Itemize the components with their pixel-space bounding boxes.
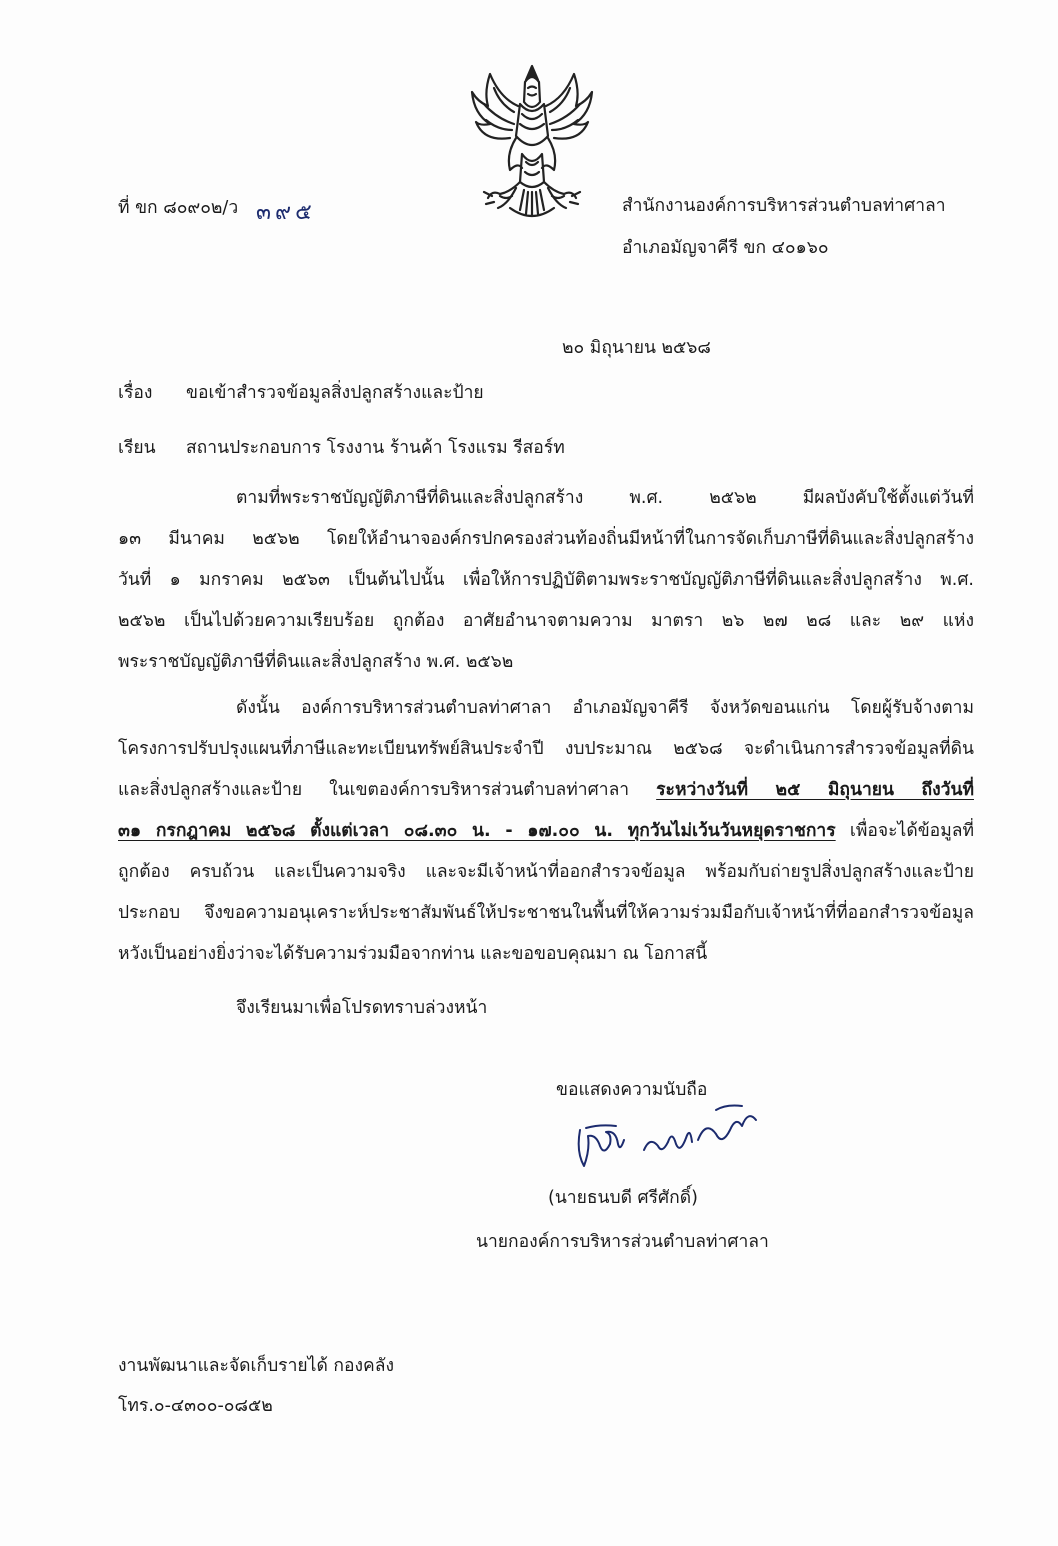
paragraph-1-line: ตามที่พระราชบัญญัติภาษีที่ดินและสิ่งปลูกสร้าง พ.ศ. ๒๕๖๒ มีผลบังคับใช้ตั้งแต่วันที่ [236,488,974,508]
office-name: สำนักงานองค์การบริหารส่วนตำบลท่าศาลา [622,196,946,216]
survey-purpose-text: เพื่อจะได้ข้อมูลที่ [849,821,974,841]
garuda-emblem-icon [470,58,594,228]
subject-label: เรื่อง [118,383,153,403]
paragraph-1-line: ๑๓ มีนาคม ๒๕๖๒ โดยให้อำนาจองค์กรปกครองส่วนท้องถิ่นมีหน้าที่ในการจัดเก็บภาษีที่ดินและสิ่งปลูกสร้าง [118,529,974,549]
handwritten-reference-number: ๓๙๕ [256,200,316,225]
footer-department: งานพัฒนาและจัดเก็บรายได้ กองคลัง [118,1356,395,1376]
survey-period-start: ระหว่างวันที่ ๒๕ มิถุนายน ถึงวันที่ [656,780,974,800]
survey-period-end: ๓๑ กรกฎาคม ๒๕๖๘ ตั้งแต่เวลา ๐๘.๓๐ น. - ๑๗.๐๐ น. ทุกวันไม่เว้นวันหยุดราชการ [118,821,836,841]
paragraph-1-line: ๒๕๖๒ เป็นไปด้วยความเรียบร้อย ถูกต้อง อาศัยอำนาจตามความ มาตรา ๒๖ ๒๗ ๒๘ และ ๒๙ แห่ง [118,611,974,631]
handwritten-signature [566,1090,766,1170]
letter-date: ๒๐ มิถุนายน ๒๕๖๘ [562,338,711,358]
paragraph-2-line: หวังเป็นอย่างยิ่งว่าจะได้รับความร่วมมือจากท่าน และขอขอบคุณมา ณ โอกาสนี้ [118,944,708,964]
signatory-position: นายกองค์การบริหารส่วนตำบลท่าศาลา [476,1232,769,1252]
signatory-name: (นายธนบดี ศรีศักดิ์) [548,1188,698,1208]
reference-number: ที่ ขก ๘๐๙๐๒/ว [118,198,239,218]
survey-area-text: และสิ่งปลูกสร้างและป้าย ในเขตองค์การบริหารส่วนตำบลท่าศาลา [118,780,630,800]
office-address: อำเภอมัญจาคีรี ขก ๔๐๑๖๐ [622,238,829,258]
closing-line: จึงเรียนมาเพื่อโปรดทราบล่วงหน้า [236,998,488,1018]
paragraph-2-line: ประกอบ จึงขอความอนุเคราะห์ประชาสัมพันธ์ให้ประชาชนในพื้นที่ให้ความร่วมมือกับเจ้าหน้าที่ที่ออกสำรวจข้อมูล [118,903,974,923]
footer-phone: โทร.๐-๔๓๐๐-๐๘๕๒ [118,1396,273,1416]
recipient-label: เรียน [118,438,156,458]
paragraph-1-line: วันที่ ๑ มกราคม ๒๕๖๓ เป็นต้นไปนั้น เพื่อให้การปฏิบัติตามพระราชบัญญัติภาษีที่ดินและสิ่งปลูกสร้าง พ.ศ. [118,570,974,590]
paragraph-1-line: พระราชบัญญัติภาษีที่ดินและสิ่งปลูกสร้าง พ.ศ. ๒๕๖๒ [118,652,514,672]
paragraph-2-line [118,823,974,841]
subject-text: ขอเข้าสำรวจข้อมูลสิ่งปลูกสร้างและป้าย [186,383,484,403]
recipient-text: สถานประกอบการ โรงงาน ร้านค้า โรงแรม รีสอร์ท [186,438,565,458]
paragraph-2-line: ถูกต้อง ครบถ้วน และเป็นความจริง และจะมีเจ้าหน้าที่ออกสำรวจข้อมูล พร้อมกับถ่ายรูปสิ่งปลูกสร้างและป้าย [118,862,974,882]
paragraph-2-line: ดังนั้น องค์การบริหารส่วนตำบลท่าศาลา อำเภอมัญจาคีรี จังหวัดขอนแก่น โดยผู้รับจ้างตาม [236,698,974,718]
paragraph-2-line [118,782,974,800]
paragraph-2-line: โครงการปรับปรุงแผนที่ภาษีและทะเบียนทรัพย์สินประจำปี งบประมาณ ๒๕๖๘ จะดำเนินการสำรวจข้อมูลที่ดิน [118,739,974,759]
signature-closing: ขอแสดงความนับถือ [556,1080,708,1100]
